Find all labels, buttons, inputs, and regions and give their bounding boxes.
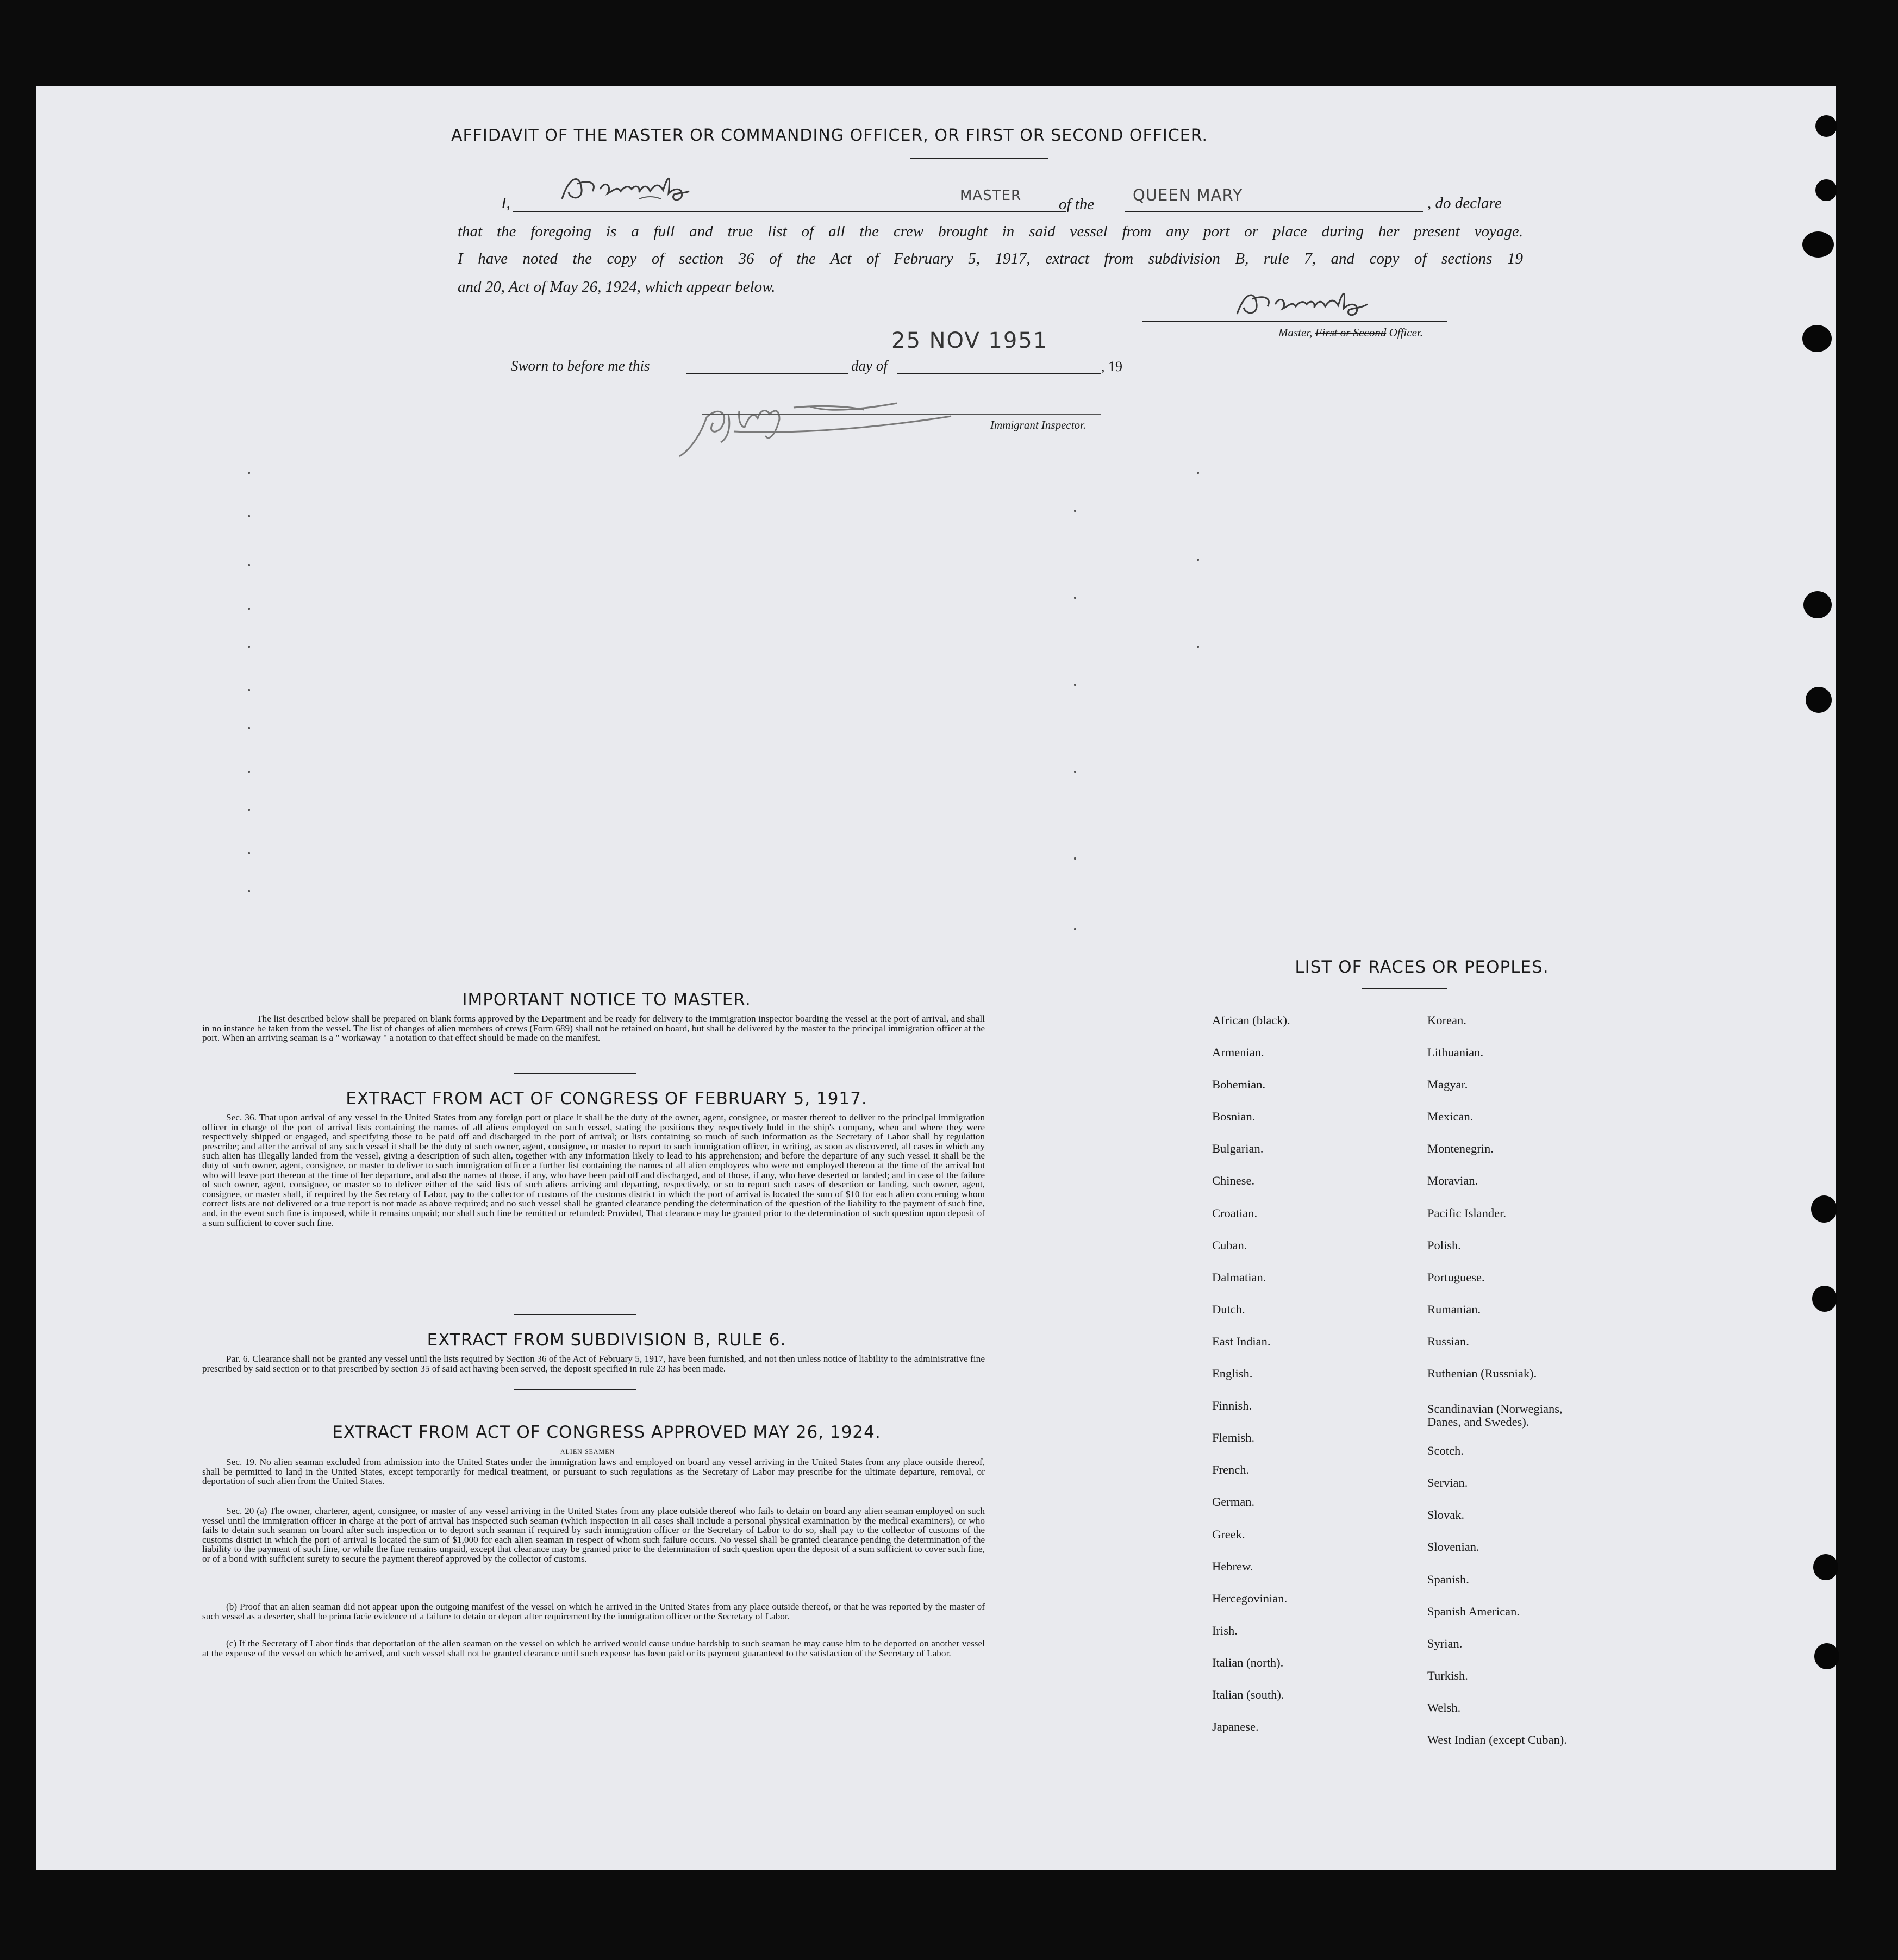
sec19-body: Sec. 19. No alien seaman excluded from admission into the United States under the immigration laws and employed on board any vessel arriving in the United States from any place outside thereof, shall be permitted to land in the United States, except temporarily for medical treatment, or pursuant to such regulations as the Secretary of Labor may prescribe for the ultimate departure, removal, or deportation of such alien from the United States. xyxy=(202,1457,985,1487)
race-item: Slovak. xyxy=(1427,1508,1465,1522)
race-item: West Indian (except Cuban). xyxy=(1427,1732,1567,1746)
punch-hole-icon xyxy=(1815,179,1837,201)
race-item: Croatian. xyxy=(1212,1206,1258,1220)
caption-master: Master, xyxy=(1278,326,1313,339)
race-item: Italian (south). xyxy=(1212,1687,1284,1701)
race-item: Scandinavian (Norwegians, Danes, and Swedes). xyxy=(1427,1402,1563,1429)
race-item: Ruthenian (Russniak). xyxy=(1427,1367,1537,1381)
race-item: Slovenian. xyxy=(1427,1540,1479,1554)
sworn-label: Sworn to before me this xyxy=(511,358,650,374)
race-item: Hebrew. xyxy=(1212,1559,1253,1573)
caption-struck: First or Second xyxy=(1315,326,1387,339)
guide-dot xyxy=(248,646,250,648)
guide-dot xyxy=(1074,510,1076,512)
extract-rule6-body: Par. 6. Clearance shall not be granted any vessel until the lists required by Section 36 of the Act of February 5, 1917, have been furnished, and not then unless notice of liability to the administrative fine prescribed by said section or to that prescribed by section 35 of said act having been served, the deposit specified in rule 23 has been made. xyxy=(202,1354,985,1374)
race-item: Bulgarian. xyxy=(1212,1142,1264,1156)
extract-1924-title: EXTRACT FROM ACT OF CONGRESS APPROVED MAY 26, 1924. xyxy=(332,1423,881,1442)
guide-dot xyxy=(1197,472,1199,474)
race-item: Korean. xyxy=(1427,1013,1466,1027)
handwritten-signature-icon xyxy=(1232,281,1460,325)
guide-dot xyxy=(248,852,250,854)
punch-hole-icon xyxy=(1802,231,1834,258)
divider xyxy=(514,1389,636,1390)
heading-rule xyxy=(910,158,1048,159)
guide-dot xyxy=(1074,684,1076,686)
caption-officer: Officer. xyxy=(1389,326,1423,339)
sec20c-body: (c) If the Secretary of Labor finds that deportation of the alien seaman on the vessel on which he arrived would cause undue hardship to such seaman he may cause him to be deported on another vessel at the expense of the vessel on which he arrived, and such vessel shall not be granted clearance until such expense has been paid or its payment guaranteed to the satisfaction of the Secretary of Labor. xyxy=(202,1638,985,1658)
race-item: Armenian. xyxy=(1212,1045,1264,1060)
guide-dot xyxy=(248,689,250,691)
race-item: Syrian. xyxy=(1427,1636,1463,1650)
punch-hole-icon xyxy=(1802,325,1832,352)
of-the-label: of the xyxy=(1059,196,1095,213)
affidavit-line-4: and 20, Act of May 26, 1924, which appear below. xyxy=(458,278,776,296)
race-item: Dutch. xyxy=(1212,1302,1245,1316)
race-item: Pacific Islander. xyxy=(1427,1206,1506,1220)
handwritten-signature-icon xyxy=(558,167,764,211)
races-title: LIST OF RACES OR PEOPLES. xyxy=(1295,957,1549,977)
guide-dot xyxy=(248,727,250,729)
punch-hole-icon xyxy=(1811,1195,1837,1223)
guide-dot xyxy=(248,771,250,773)
race-item: Chinese. xyxy=(1212,1174,1255,1188)
affidavit-i: I, xyxy=(501,195,510,212)
guide-dot xyxy=(1197,559,1199,561)
sworn-day-label: day of xyxy=(851,358,888,374)
race-item: Russian. xyxy=(1427,1334,1469,1348)
races-column-2 xyxy=(1427,1004,1699,1756)
notice-title: IMPORTANT NOTICE TO MASTER. xyxy=(462,990,751,1010)
guide-dot xyxy=(248,564,250,566)
inspector-caption: Immigrant Inspector. xyxy=(990,418,1087,431)
punch-hole-icon xyxy=(1815,115,1837,137)
inspector-signature-line xyxy=(702,414,1101,415)
vessel-typed: QUEEN MARY xyxy=(1133,186,1243,204)
extract-1924-subtitle: ALIEN SEAMEN xyxy=(560,1448,615,1455)
sworn-day-line xyxy=(686,373,848,374)
guide-dot xyxy=(1074,928,1076,930)
sec20b-body: (b) Proof that an alien seaman did not appear upon the outgoing manifest of the vessel on which he arrived in the United States from any place outside thereof, or that he was reported by the master of such vessel as a deserter, shall be prima facie evidence of a failure to detain or deport after requirement by the immigration officer or the Secretary of Labor. xyxy=(202,1601,985,1621)
race-item: Finnish. xyxy=(1212,1399,1252,1413)
divider xyxy=(514,1073,636,1074)
manifest-page xyxy=(36,86,1836,1870)
declare-label: , do declare xyxy=(1427,195,1502,212)
race-item: African (black). xyxy=(1212,1013,1290,1027)
punch-hole-icon xyxy=(1803,591,1832,618)
race-item: Greek. xyxy=(1212,1527,1245,1541)
race-item: Scotch. xyxy=(1427,1444,1464,1458)
guide-dot xyxy=(1074,857,1076,860)
guide-dot xyxy=(1074,597,1076,599)
sworn-year: , 19 xyxy=(1101,359,1122,374)
race-item: Turkish. xyxy=(1427,1668,1468,1682)
race-item: Polish. xyxy=(1427,1238,1461,1252)
affidavit-line-2: that the foregoing is a full and true list of all the crew brought in said vessel from any port or place during her present voyage. xyxy=(458,223,1523,240)
master-signature-line xyxy=(1142,321,1447,322)
guide-dot xyxy=(248,890,250,892)
date-stamp: 25 NOV 1951 xyxy=(891,328,1048,353)
race-item: Flemish. xyxy=(1212,1431,1255,1445)
race-item: Servian. xyxy=(1427,1476,1468,1490)
punch-hole-icon xyxy=(1814,1643,1839,1669)
race-item: Moravian. xyxy=(1427,1174,1478,1188)
race-item: Mexican. xyxy=(1427,1110,1474,1124)
extract-1917-body: Sec. 36. That upon arrival of any vessel in the United States from any foreign port or place it shall be the duty of the owner, agent, consignee, or master thereof to deliver to the principal immigration officer in charge of the port of arrival lists containing the names of all aliens employed on such vessel, stating the positions they respectively hold in the ship's company, when and where they were respectively shipped or engaged, and specifying those to be paid off and discharged in the port of arrival; or lists containing so much of such information as the Secretary of Labor shall by regulation prescribe; and after the arrival of any such vessel it shall be the duty of such owner, agent, consignee, or master to report to such immigration officer, in writing, as soon as discovered, all cases in which any such alien has illegally landed from the vessel, giving a description of such alien, together with any information likely to lead to his apprehension; and before the departure of any such vessel it shall be the duty of such owner, agent, consignee, or master to deliver to such immigration officer a further list containing the names of all alien employees who were not employed thereon at the time of the arrival but who will leave port thereon at the time of her departure, and also the names of those, if any, who have been paid off and discharged, and of those, if any, who have deserted or landed; and in case of the failure of such owner, agent, consignee, or master so to deliver either of the said lists of such aliens arriving and departing, respectively, or so to report such cases of desertion or landing, such owner, agent, consignee, or master shall, if required by the Secretary of Labor, pay to the collector of customs of the customs district in which the port of arrival is located the sum of $10 for each alien concerning whom correct lists are not delivered or a true report is not made as above required; and no such vessel shall be granted clearance pending the determination of the question of the liability to the payment of such fine, and, in the event such fine is imposed, while it remains unpaid; nor shall such fine be remitted or refunded: Provided, That clearance may be granted prior to the determination of such question upon deposit of a sum sufficient to cover such fine. xyxy=(202,1112,985,1228)
race-item: Japanese. xyxy=(1212,1720,1259,1734)
sworn-month-line xyxy=(897,373,1101,374)
race-item: Rumanian. xyxy=(1427,1302,1481,1316)
race-item: Spanish. xyxy=(1427,1572,1469,1586)
race-item: Portuguese. xyxy=(1427,1270,1485,1284)
race-item: Cuban. xyxy=(1212,1238,1247,1252)
race-item: Hercegovinian. xyxy=(1212,1591,1288,1605)
divider xyxy=(1362,988,1447,989)
guide-dot xyxy=(248,809,250,811)
master-signature-caption xyxy=(1278,326,1423,340)
race-item: Bosnian. xyxy=(1212,1110,1256,1124)
race-item: German. xyxy=(1212,1495,1255,1509)
race-item: French. xyxy=(1212,1463,1250,1477)
race-item: Italian (north). xyxy=(1212,1655,1284,1669)
race-item: Welsh. xyxy=(1427,1700,1461,1714)
race-item: Bohemian. xyxy=(1212,1078,1266,1092)
extract-1917-title: EXTRACT FROM ACT OF CONGRESS OF FEBRUARY 5, 1917. xyxy=(346,1089,867,1109)
punch-hole-icon xyxy=(1812,1286,1837,1312)
sec20a-body: Sec. 20 (a) The owner, charterer, agent, consignee, or master of any vessel arriving in the United States from any place outside thereof who fails to detain on board any alien seaman employed on such vessel until the immigration officer in charge at the port of arrival has inspected such seaman (which inspection in all cases shall include a personal physical examination by the medical examiners), or who fails to detain such seaman on board after such inspection or to deport such seaman if required by such immigration officer or the Secretary of Labor to do so, shall pay to the collector of customs of the customs district in which the port of arrival is located the sum of $1,000 for each alien seaman in respect of whom such failure occurs. No vessel shall be granted clearance pending the determination of the liability to the payment of such fine, or while the fine remains unpaid, except that clearance may be granted prior to the determination of such question upon the deposit of a sum sufficient to cover such fine, or of a bond with sufficient surety to secure the payment thereof approved by the collector of customs. xyxy=(202,1506,985,1564)
race-item: Lithuanian. xyxy=(1427,1045,1484,1060)
guide-dot xyxy=(248,472,250,474)
race-item: Spanish American. xyxy=(1427,1604,1520,1618)
guide-dot xyxy=(1074,771,1076,773)
guide-dot xyxy=(248,608,250,610)
race-item: East Indian. xyxy=(1212,1334,1271,1348)
position-typed: MASTER xyxy=(960,187,1022,204)
guide-dot xyxy=(1197,646,1199,648)
punch-hole-icon xyxy=(1813,1554,1838,1580)
race-item: Magyar. xyxy=(1427,1078,1468,1092)
extract-rule6-title: EXTRACT FROM SUBDIVISION B, RULE 6. xyxy=(427,1330,786,1350)
affidavit-heading: AFFIDAVIT OF THE MASTER OR COMMANDING OFFICER, OR FIRST OR SECOND OFFICER. xyxy=(451,126,1208,145)
races-column-1 xyxy=(1212,1004,1408,1743)
race-item: Irish. xyxy=(1212,1623,1238,1637)
divider xyxy=(514,1314,636,1315)
race-item: English. xyxy=(1212,1367,1253,1381)
race-item: Montenegrin. xyxy=(1427,1142,1494,1156)
notice-body: The list described below shall be prepared on blank forms approved by the Department and be ready for delivery to the immigration inspector boarding the vessel at the port of arrival, and shall in no instance be taken from the vessel. The list of changes of alien members of crews (Form 689) shall not be retained on board, but shall be delivered by the master to the principal immigration officer at the port. When an arriving seaman is a " workaway " a notation to that effect should be made on the manifest. xyxy=(202,1013,985,1043)
guide-dot xyxy=(248,515,250,517)
punch-hole-icon xyxy=(1806,687,1832,713)
name-line xyxy=(513,211,1066,212)
vessel-line xyxy=(1125,211,1423,212)
affidavit-line-3: I have noted the copy of section 36 of the Act of February 5, 1917, extract from subdivision B, rule 7, and copy of sections 19 xyxy=(458,250,1523,267)
race-item: Dalmatian. xyxy=(1212,1270,1266,1284)
